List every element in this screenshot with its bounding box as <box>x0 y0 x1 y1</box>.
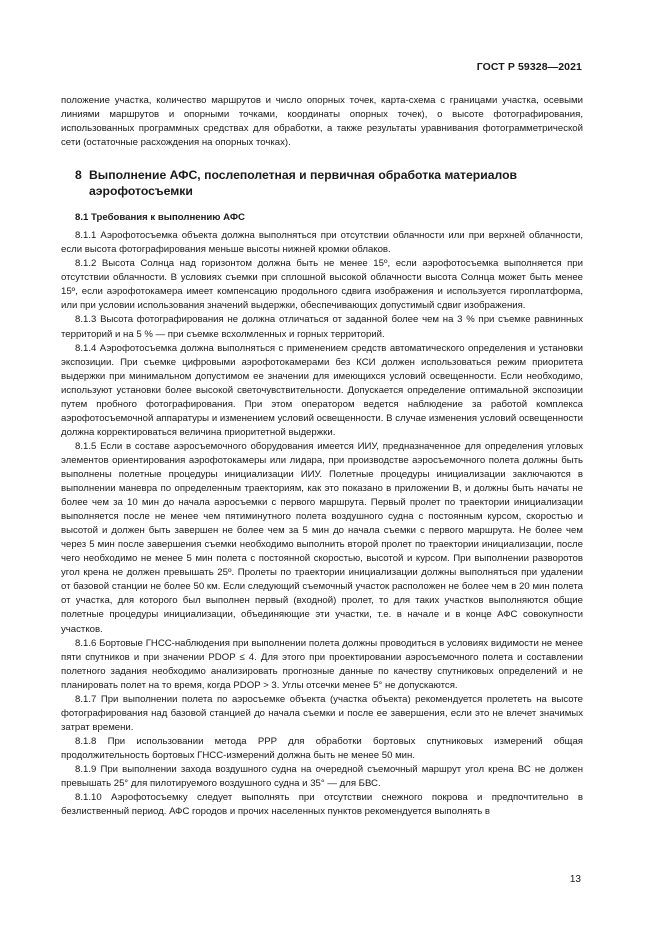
paragraph-8-1-7: 8.1.7 При выполнении полета по аэросъемке объекта (участка объекта) рекомендуется пролететь на высоте фотографирования над базовой станцией до начала съемки и после ее завершения, если это не влечет значимых затрат времени. <box>61 693 583 733</box>
paragraph-8-1-3: 8.1.3 Высота фотографирования не должна отличаться от заданной более чем на 3 % при съемке равнинных территорий и на 5 % — при съемке всхолмленных и горных территорий. <box>61 314 583 340</box>
paragraph-8-1-4: 8.1.4 Аэрофотосъемка должна выполняться с применением средств автоматического определения и установки экспозиции. При съемке цифровыми аэрофотокамерами без КСИ должен использоваться режим приоритета выдержки при минимальном допустимом ее значении для имеющихся условий освещенности. Если необходимо, используют установки более высокой светочувствительности. Допускается определение оптимальной экспозиции путем пробного фотографирования. При этом оператором ведется наблюдение за работой комплекса аэрофотосъемочной аппаратуры и изменением условий освещенности. В случае изменения условий освещенности должна корректироваться величина приоритетной выдержки. <box>61 342 583 438</box>
paragraph-8-1-10: 8.1.10 Аэрофотосъемку следует выполнять при отсутствии снежного покрова и предпочтительно в безлиственный период. АФС городов и прочих населенных пунктов рекомендуется выполнять в <box>61 792 583 818</box>
page-number: 13 <box>569 874 581 885</box>
section-heading <box>75 168 583 199</box>
paragraph-8-1-2: 8.1.2 Высота Солнца над горизонтом должна быть не менее 15º, если аэрофотосъемка выполняется при отсутствии облачности. В условиях съемки при сплошной высокой облачности высота Солнца может быть менее 15º, если аэрофотокамера имеет компенсацию продольного сдвига изображения и используется гироплатформа, или при условии использования значений выдержки, обеспечивающих допустимый сдвиг изображения. <box>61 258 583 312</box>
document-code: ГОСТ Р 59328—2021 <box>476 61 582 73</box>
paragraph-8-1-8: 8.1.8 При использовании метода PPP для обработки бортовых спутниковых измерений общая продолжительность бортовых ГНСС-измерений должна быть не менее 50 мин. <box>61 735 583 761</box>
paragraph-8-1-5: 8.1.5 Если в составе аэросъемочного оборудования имеется ИИУ, предназначенное для определения угловых элементов ориентирования аэрофотокамеры или лидара, при производстве аэросъемочного полета должны быть выполнены полетные процедуры инициализации ИИУ. Полетные процедуры инициализации заключаются в выполнении маневра по определенным траекториям, как это показано в приложении В, и должны быть начаты не более чем за 10 мин до начала аэросъемки с первого маршрута. Первый пролет по траектории инициализации выполняется после не менее чем пятиминутного полета воздушного судна с постоянным курсом, скоростью и высотой и должен быть завершен не более чем за 5 мин до начала съемки с первого маршрута. Не более чем через 5 мин после завершения съемки необходимо выполнить второй пролет по траектории инициализации, после чего необходимо не менее 5 мин полета с постоянной скоростью, высотой и курсом. При выполнении разворотов угол крена не должен превышать 25º. Пролеты по траектории инициализации должны выполняться при удалении от базовой станции не более 50 км. Если следующий съемочный участок расположен не более чем в 20 мин полета от участка, для которого был выполнен первый (входной) пролет, то для таких участков выполняются общие полетные процедуры инициализации, объединяющие эти участки, т.е. в начале и в конце АФС совокупности участков. <box>61 440 583 635</box>
paragraph-8-1-1: 8.1.1 Аэрофотосъемка объекта должна выполняться при отсутствии облачности или при верхней облачности, если высота фотографирования меньше высоты нижней кромки облаков. <box>61 230 583 256</box>
section-title: Выполнение АФС, послеполетная и первичная обработка материалов аэрофотосъемки <box>89 168 518 198</box>
subsection-heading: 8.1 Требования к выполнению АФС <box>75 212 245 224</box>
section-number: 8 <box>75 168 82 183</box>
page-body <box>61 94 583 819</box>
paragraph-8-1-9: 8.1.9 При выполнении захода воздушного судна на очередной съемочный маршрут угол крена ВС не должен превышать 25° для пилотируемого воздушного судна и 35° — для БВС. <box>61 763 583 790</box>
paragraph-8-1-6: 8.1.6 Бортовые ГНСС-наблюдения при выполнении полета должны проводиться в условиях видимости не менее пяти спутников и при значении PDOP ≤ 4. Для этого при проектировании аэросъемочного полета и составлении полетного задания необходимо анализировать прогнозные данные по качеству спутниковых определений и не планировать полет на то время, когда PDOP > 3. Углы отсечки менее 5° не допускаются. <box>61 637 583 691</box>
intro-paragraph: положение участка, количество маршрутов и число опорных точек, карта-схема с границами участка, осевыми линиями маршрутов и опорными точками, координаты опорных точек), о высоте фотографирования, использованных программных средствах для обработки, а также результаты уравнивания фотограмметрической сети (остаточные расхождения на опорных точках). <box>61 95 583 149</box>
